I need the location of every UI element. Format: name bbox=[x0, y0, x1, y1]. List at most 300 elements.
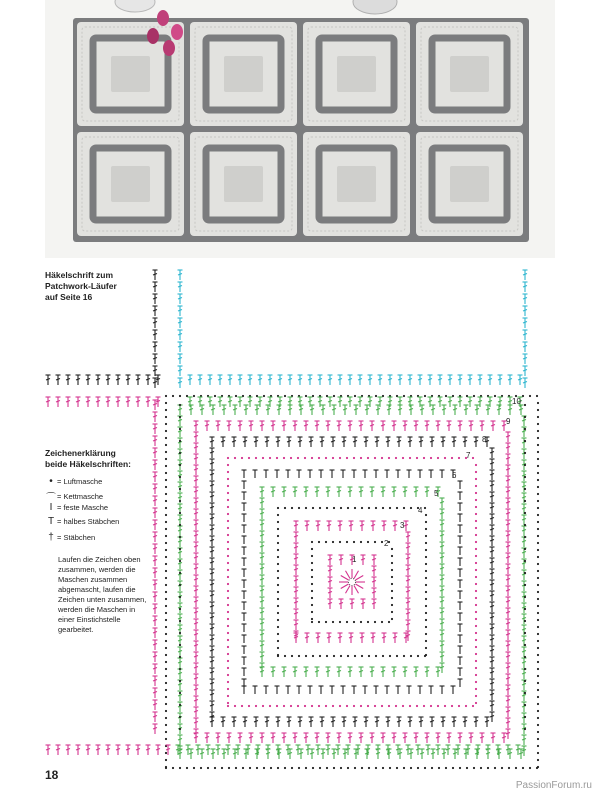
chart-stitch bbox=[463, 437, 468, 447]
chart-stitch bbox=[368, 767, 370, 769]
chart-stitch bbox=[311, 548, 313, 550]
chart-stitch bbox=[319, 767, 321, 769]
chart-stitch bbox=[425, 556, 427, 558]
chart-stitch bbox=[451, 705, 453, 707]
chart-stitch bbox=[210, 459, 215, 469]
chart-stitch bbox=[255, 457, 257, 459]
chart-stitch bbox=[96, 745, 101, 755]
chart-stitch bbox=[372, 588, 377, 598]
chart-stitch bbox=[179, 680, 181, 682]
chart-stitch bbox=[346, 541, 348, 543]
chart-stitch bbox=[315, 733, 320, 743]
chart-stitch bbox=[537, 696, 539, 698]
chart-stitch bbox=[221, 437, 226, 447]
chart-stitch bbox=[156, 375, 161, 385]
chart-stitch bbox=[397, 717, 402, 727]
chart-stitch bbox=[260, 733, 265, 743]
chart-stitch bbox=[210, 679, 215, 689]
chart-stitch bbox=[271, 487, 276, 497]
chart-stitch bbox=[268, 375, 273, 385]
chart-stitch bbox=[210, 602, 215, 612]
chart-stitch bbox=[367, 621, 369, 623]
chart-stitch bbox=[341, 686, 346, 694]
chart-stitch bbox=[410, 767, 412, 769]
chart-stitch bbox=[475, 597, 477, 599]
chart-stitch bbox=[333, 655, 335, 657]
chart-stitch bbox=[242, 686, 247, 694]
chart-stitch bbox=[490, 558, 495, 568]
chart-stitch bbox=[242, 547, 247, 555]
chart-stitch bbox=[260, 619, 265, 629]
chart-stitch bbox=[227, 597, 229, 599]
chart-stitch bbox=[458, 679, 463, 687]
chart-stitch bbox=[275, 470, 280, 478]
chart-stitch bbox=[327, 633, 332, 643]
chart-stitch bbox=[56, 375, 61, 385]
chart-stitch bbox=[319, 686, 324, 694]
chart-stitch bbox=[263, 395, 265, 397]
chart-stitch bbox=[76, 397, 81, 407]
chart-stitch bbox=[331, 717, 336, 727]
chart-stitch bbox=[475, 604, 477, 606]
chart-stitch bbox=[475, 562, 477, 564]
chart-stitch bbox=[256, 767, 258, 769]
chart-stitch bbox=[440, 542, 445, 552]
chart-stitch bbox=[431, 749, 436, 759]
chart-stitch bbox=[523, 318, 528, 328]
chart-stitch bbox=[298, 717, 303, 727]
chart-stitch bbox=[388, 705, 390, 707]
chart-stitch bbox=[475, 534, 477, 536]
chart-stitch bbox=[179, 428, 181, 430]
chart-stitch bbox=[506, 443, 511, 453]
chart-stitch bbox=[290, 705, 292, 707]
chart-stitch bbox=[116, 397, 121, 407]
chart-stitch bbox=[336, 745, 341, 755]
chart-stitch bbox=[406, 620, 411, 630]
chart-stitch bbox=[275, 686, 280, 694]
chart-stitch bbox=[178, 318, 183, 328]
chart-stitch bbox=[391, 604, 393, 606]
chart-stitch bbox=[249, 421, 254, 431]
chart-stitch bbox=[524, 716, 526, 718]
chart-stitch bbox=[227, 569, 229, 571]
chart-stitch bbox=[46, 375, 51, 385]
chart-stitch bbox=[277, 405, 282, 415]
chart-stitch bbox=[431, 767, 433, 769]
chart-stitch bbox=[425, 591, 427, 593]
chart-stitch bbox=[458, 457, 460, 459]
chart-stitch bbox=[227, 541, 229, 543]
chart-stitch bbox=[325, 705, 327, 707]
chart-stitch bbox=[338, 397, 343, 407]
chart-stitch bbox=[179, 596, 181, 598]
chart-stitch bbox=[241, 705, 243, 707]
chart-stitch bbox=[165, 507, 167, 509]
chart-stitch bbox=[364, 717, 369, 727]
chart-stitch bbox=[529, 395, 531, 397]
chart-stitch bbox=[165, 493, 167, 495]
chart-stitch bbox=[382, 655, 384, 657]
chart-stitch bbox=[277, 598, 279, 600]
chart-stitch bbox=[332, 541, 334, 543]
chart-stitch bbox=[475, 749, 480, 759]
chart-stitch bbox=[260, 542, 265, 552]
chart-stitch bbox=[348, 487, 353, 497]
chart-stitch bbox=[506, 498, 511, 508]
chart-stitch bbox=[452, 767, 454, 769]
chart-stitch bbox=[311, 705, 313, 707]
chart-stitch bbox=[255, 749, 260, 759]
chart-stitch bbox=[165, 437, 167, 439]
chart-stitch bbox=[458, 569, 463, 577]
chart-stitch bbox=[165, 549, 167, 551]
chart-stitch bbox=[227, 611, 229, 613]
chart-stitch bbox=[299, 749, 304, 759]
chart-stitch bbox=[425, 563, 427, 565]
chart-stitch bbox=[436, 667, 441, 677]
chart-stitch bbox=[227, 639, 229, 641]
chart-stitch bbox=[276, 705, 278, 707]
chart-stitch bbox=[293, 487, 298, 497]
chart-stitch bbox=[416, 705, 418, 707]
chart-stitch bbox=[326, 421, 331, 431]
chart-stitch bbox=[76, 745, 81, 755]
chart-stitch bbox=[458, 613, 463, 621]
chart-stitch bbox=[210, 668, 215, 678]
chart-stitch bbox=[372, 555, 377, 565]
chart-stitch bbox=[440, 531, 445, 541]
chart-stitch bbox=[263, 767, 265, 769]
chart-stitch bbox=[66, 745, 71, 755]
chart-stitch bbox=[349, 633, 354, 643]
chart-stitch bbox=[179, 692, 181, 694]
chart-stitch bbox=[490, 624, 495, 634]
chart-stitch bbox=[524, 404, 526, 406]
chart-stitch bbox=[189, 405, 194, 415]
chart-stitch bbox=[506, 718, 511, 728]
chart-stitch bbox=[309, 437, 314, 447]
chart-stitch bbox=[339, 555, 344, 565]
chart-stitch bbox=[255, 405, 260, 415]
chart-stitch bbox=[364, 437, 369, 447]
chart-stitch bbox=[227, 471, 229, 473]
chart-stitch bbox=[506, 542, 511, 552]
chart-stitch bbox=[210, 558, 215, 568]
chart-stitch bbox=[221, 717, 226, 727]
chart-stitch bbox=[328, 599, 333, 609]
chart-stitch bbox=[374, 470, 379, 478]
chart-stitch bbox=[315, 487, 320, 497]
chart-stitch bbox=[179, 767, 181, 769]
chart-stitch bbox=[179, 632, 181, 634]
chart-stitch bbox=[475, 674, 477, 676]
chart-stitch bbox=[165, 563, 167, 565]
chart-stitch bbox=[153, 640, 158, 650]
chart-stitch bbox=[424, 395, 426, 397]
chart-stitch bbox=[524, 584, 526, 586]
chart-stitch bbox=[242, 657, 247, 665]
chart-stitch bbox=[227, 632, 229, 634]
chart-stitch bbox=[391, 555, 393, 557]
chart-stitch bbox=[458, 635, 463, 643]
chart-stitch bbox=[506, 586, 511, 596]
chart-stitch bbox=[216, 733, 221, 743]
chart-stitch bbox=[472, 705, 474, 707]
chart-stitch bbox=[523, 366, 528, 376]
chart-stitch bbox=[179, 488, 181, 490]
chart-stitch bbox=[210, 624, 215, 634]
chart-stitch bbox=[360, 521, 365, 531]
chart-stitch bbox=[265, 437, 270, 447]
chart-stitch bbox=[298, 375, 303, 385]
chart-stitch bbox=[397, 437, 402, 447]
chart-stitch bbox=[393, 521, 398, 531]
chart-stitch bbox=[305, 521, 310, 531]
chart-stitch bbox=[165, 668, 167, 670]
chart-stitch bbox=[386, 437, 391, 447]
chart-stitch bbox=[475, 583, 477, 585]
chart-stitch bbox=[371, 521, 376, 531]
chart-stitch bbox=[444, 457, 446, 459]
chart-stitch bbox=[387, 749, 392, 759]
chart-stitch bbox=[425, 733, 430, 743]
chart-stitch bbox=[403, 395, 405, 397]
chart-stitch bbox=[222, 405, 227, 415]
legend-item-hdc bbox=[45, 516, 119, 527]
chart-stitch bbox=[136, 745, 141, 755]
chart-stitch bbox=[165, 654, 167, 656]
chart-stitch bbox=[165, 696, 167, 698]
chart-stitch bbox=[205, 733, 210, 743]
chart-stitch bbox=[304, 421, 309, 431]
chart-stitch bbox=[395, 705, 397, 707]
round-label: 5 bbox=[434, 489, 439, 498]
chart-stitch bbox=[200, 749, 205, 759]
chart-stitch bbox=[319, 507, 321, 509]
chart-stitch bbox=[332, 749, 337, 759]
chart-stitch bbox=[106, 375, 111, 385]
chart-stitch bbox=[305, 767, 307, 769]
chart-stitch bbox=[490, 701, 495, 711]
chart-stitch bbox=[537, 451, 539, 453]
chart-stitch bbox=[106, 397, 111, 407]
chart-stitch bbox=[458, 421, 463, 431]
chart-stitch bbox=[304, 667, 309, 677]
chart-stitch bbox=[153, 616, 158, 626]
chart-stitch bbox=[523, 342, 528, 352]
chart-stitch bbox=[179, 500, 181, 502]
chart-stitch bbox=[165, 570, 167, 572]
chart-stitch bbox=[468, 375, 473, 385]
chart-stitch bbox=[153, 532, 158, 542]
chart-stitch bbox=[227, 583, 229, 585]
chart-stitch bbox=[284, 655, 286, 657]
chart-stitch bbox=[153, 652, 158, 662]
chart-stitch bbox=[537, 402, 539, 404]
chart-stitch bbox=[375, 507, 377, 509]
chart-stitch bbox=[425, 667, 430, 677]
chart-stitch bbox=[475, 541, 477, 543]
chart-stitch bbox=[320, 437, 325, 447]
chart-stitch bbox=[165, 465, 167, 467]
chart-stitch bbox=[381, 667, 386, 677]
chart-stitch bbox=[242, 536, 247, 544]
chart-stitch bbox=[506, 707, 511, 717]
chart-stitch bbox=[425, 549, 427, 551]
chart-stitch bbox=[367, 705, 369, 707]
chart-stitch bbox=[396, 507, 398, 509]
chart-stitch bbox=[524, 548, 526, 550]
chart-stitch bbox=[396, 767, 398, 769]
chart-stitch bbox=[165, 395, 167, 397]
chart-stitch bbox=[232, 437, 237, 447]
chart-stitch bbox=[506, 487, 511, 497]
chart-stitch bbox=[524, 572, 526, 574]
chart-stitch bbox=[349, 521, 354, 531]
chart-stitch bbox=[360, 541, 362, 543]
chart-stitch bbox=[86, 375, 91, 385]
chart-stitch bbox=[308, 375, 313, 385]
chart-stitch bbox=[475, 639, 477, 641]
chart-stitch bbox=[375, 655, 377, 657]
chart-stitch bbox=[537, 626, 539, 628]
chart-stitch bbox=[490, 470, 495, 480]
chart-stitch bbox=[332, 705, 334, 707]
chart-stitch bbox=[391, 618, 393, 620]
chart-stitch bbox=[523, 294, 528, 304]
chart-stitch bbox=[260, 586, 265, 596]
chart-stitch bbox=[508, 767, 510, 769]
chart-stitch bbox=[442, 405, 447, 415]
chart-stitch bbox=[524, 428, 526, 430]
chart-stitch bbox=[178, 702, 183, 712]
chart-stitch bbox=[414, 667, 419, 677]
chart-stitch bbox=[524, 488, 526, 490]
chart-stitch bbox=[236, 745, 241, 755]
chart-stitch bbox=[234, 705, 236, 707]
chart-stitch bbox=[290, 457, 292, 459]
round-label: 2 bbox=[384, 539, 389, 548]
chart-stitch bbox=[370, 667, 375, 677]
chart-stitch bbox=[179, 512, 181, 514]
chart-stitch bbox=[178, 515, 183, 525]
chart-stitch bbox=[406, 532, 411, 542]
chart-stitch bbox=[226, 745, 231, 755]
chart-stitch bbox=[537, 584, 539, 586]
chart-stitch bbox=[437, 705, 439, 707]
chart-stitch bbox=[242, 767, 244, 769]
chart-stitch bbox=[194, 641, 199, 651]
chart-stitch bbox=[305, 655, 307, 657]
chart-stitch bbox=[318, 705, 320, 707]
chart-stitch bbox=[453, 405, 458, 415]
chart-stitch bbox=[354, 395, 356, 397]
chart-stitch bbox=[227, 590, 229, 592]
chart-stitch bbox=[475, 660, 477, 662]
chart-stitch bbox=[458, 580, 463, 588]
chart-stitch bbox=[425, 640, 427, 642]
chart-stitch bbox=[524, 512, 526, 514]
chart-stitch bbox=[287, 717, 292, 727]
chart-stitch bbox=[242, 635, 247, 643]
chart-stitch bbox=[194, 718, 199, 728]
chart-stitch bbox=[153, 556, 158, 566]
chart-stitch bbox=[227, 695, 229, 697]
chart-stitch bbox=[506, 619, 511, 629]
chart-stitch bbox=[406, 598, 411, 608]
chart-stitch bbox=[260, 498, 265, 508]
chart-stitch bbox=[506, 663, 511, 673]
chart-stitch bbox=[396, 686, 401, 694]
round-label: 1 bbox=[352, 555, 357, 564]
chart-stitch bbox=[178, 537, 183, 547]
chart-stitch bbox=[417, 767, 419, 769]
chart-stitch bbox=[337, 487, 342, 497]
chart-stitch bbox=[475, 681, 477, 683]
chart-stitch bbox=[136, 375, 141, 385]
chart-stitch bbox=[106, 745, 111, 755]
chart-stitch bbox=[469, 421, 474, 431]
chart-stitch bbox=[241, 457, 243, 459]
chart-stitch bbox=[522, 746, 527, 756]
chart-stitch bbox=[316, 521, 321, 531]
chart-stitch bbox=[282, 733, 287, 743]
chart-stitch bbox=[506, 575, 511, 585]
chart-stitch bbox=[116, 745, 121, 755]
chart-stitch bbox=[391, 576, 393, 578]
chart-stitch bbox=[210, 613, 215, 623]
chart-stitch bbox=[337, 667, 342, 677]
chart-stitch bbox=[436, 745, 441, 755]
chart-stitch bbox=[228, 397, 233, 407]
chart-stitch bbox=[475, 618, 477, 620]
legend-label: = Stäbchen bbox=[57, 533, 96, 542]
chart-stitch bbox=[438, 375, 443, 385]
chart-stitch bbox=[178, 270, 183, 280]
chart-stitch bbox=[194, 465, 199, 475]
chart-stitch bbox=[490, 448, 495, 458]
chart-stitch bbox=[370, 733, 375, 743]
chart-stitch bbox=[277, 528, 279, 530]
round-label: 10 bbox=[512, 397, 521, 406]
chart-stitch bbox=[311, 457, 313, 459]
chart-stitch bbox=[153, 544, 158, 554]
chart-stitch bbox=[391, 590, 393, 592]
chart-stitch bbox=[210, 503, 215, 513]
chart-stitch bbox=[165, 542, 167, 544]
chart-stitch bbox=[243, 717, 248, 727]
chart-stitch bbox=[222, 749, 227, 759]
chart-stitch bbox=[311, 583, 313, 585]
chart-stitch bbox=[319, 655, 321, 657]
chart-stitch bbox=[210, 690, 215, 700]
chart-stitch bbox=[269, 705, 271, 707]
chart-stitch bbox=[515, 767, 517, 769]
chart-stitch bbox=[227, 625, 229, 627]
chart-stitch bbox=[277, 640, 279, 642]
chart-stitch bbox=[473, 395, 475, 397]
chart-stitch bbox=[389, 655, 391, 657]
chart-stitch bbox=[431, 405, 436, 415]
chart-stitch bbox=[374, 457, 376, 459]
chart-stitch bbox=[321, 405, 326, 415]
chart-stitch bbox=[227, 653, 229, 655]
chart-stitch bbox=[194, 542, 199, 552]
chart-stitch bbox=[277, 749, 282, 759]
chart-stitch bbox=[372, 577, 377, 587]
chart-stitch bbox=[440, 597, 445, 607]
